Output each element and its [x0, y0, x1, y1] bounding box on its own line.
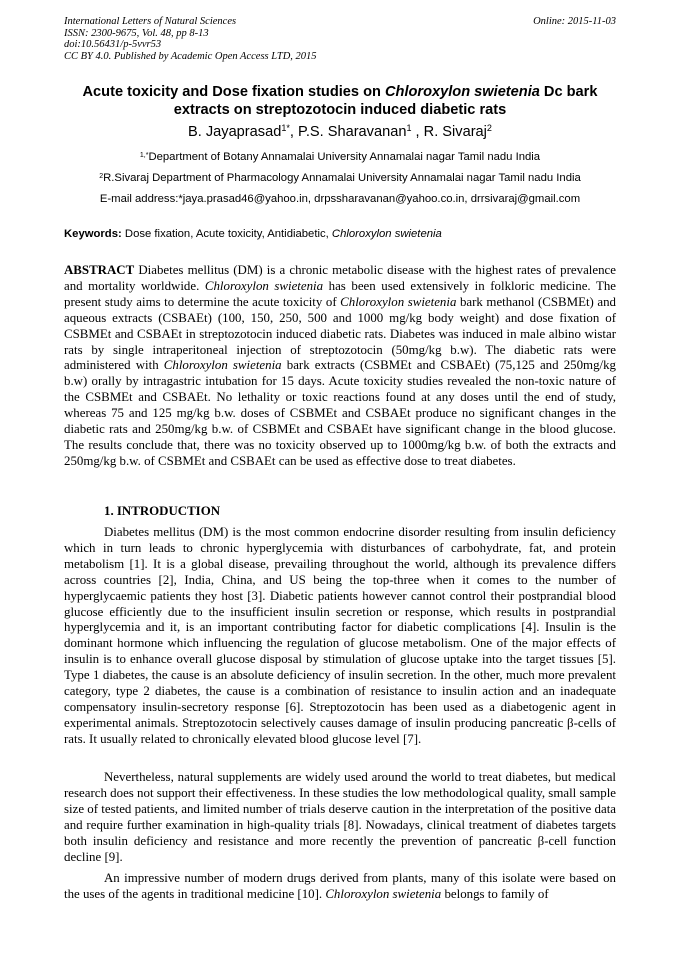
author-2-sup: 1: [406, 123, 412, 134]
abstract-species-1: Chloroxylon swietenia: [204, 278, 324, 293]
author-1-sup: 1*: [281, 123, 290, 134]
keywords-label: Keywords:: [64, 228, 122, 240]
journal-doi: doi:10.56431/p-5vvr53: [64, 39, 162, 50]
online-date: Online: 2015-11-03: [533, 16, 616, 27]
intro-paragraph-1: Diabetes mellitus (DM) is the most common endocrine disorder resulting from insulin deficiency which in turn leads to chronic hyperglycemia with disturbances of carbohydrate, fat, and protein metabolism [1]. It is a global disease, prevailing throughout the world, although its prevalence differs across countries [2], India, China, and US being the top-three when it comes to the number of hyperglycaemic patients they host [3]. Diabetic patients however cannot control their postprandial blood glucose efficiently due to the insufficient insulin secretion or response, which results in postprandial hyperglycemia and it, is an important contributing factor for diabetic complications [4]. Insulin is the dominant hormone which influencing the regulation of glucose metabolism. One of the major effects of insulin is to enhance overall glucose disposal by stimulation of glucose uptake into the target tissues [5]. Type 1 diabetes, the cause is an absolute deficiency of insulin secretion. In the other, much more prevalent category, type 2 diabetes, the cause is a combination of resistance to insulin action and an inadequate compensatory insulin-secretory response [6]. Streptozotocin has been used as a diabetogenic agent in experimental animals. Streptozotocin selectively causes damage of insulin producing pancreatic β-cells of rats. It usually related to chronically elevated blood glucose level [7].: [64, 525, 616, 746]
affiliation-2-sup: 2: [99, 172, 104, 180]
title-species: Chloroxylon swietenia: [384, 84, 540, 100]
intro-p3-text-1: An impressive number of modern drugs derived from plants, many of this isolate were based on the uses of the agents in traditional medicine [10].: [64, 871, 616, 901]
intro-paragraph-3: [64, 871, 616, 903]
abstract: [64, 263, 616, 470]
abstract-text-4: bark extracts (CSBMEt and CSBAEt) (75,125 and 250mg/kg b.w) orally by intragastric intubation for 15 days. Acute toxicity studies revealed the non-toxic nature of the CSBMEt and CSBAEt. No lethality or toxic reactions found at any doses until the end of study, whereas 75 and 125 mg/kg b.w. doses of CSBMEt and CSBAEt produce no significant changes in the diabetic rats and 250mg/kg b.w. of CSBMEt and CSBAEt have significant change in the blood glucose. The results conclude that, there was no toxicity observed up to 1000mg/kg b.w. of both the extracts and 250mg/kg b.w. of CSBMEt and CSBAEt can be used as effective dose to treat diabetes.: [64, 358, 616, 468]
journal-issn: ISSN: 2300-9675, Vol. 48, pp 8-13: [64, 27, 209, 39]
keywords: [64, 227, 616, 241]
intro-p3-text-2: belongs to family of: [441, 886, 549, 901]
affiliation-2: [64, 171, 616, 185]
author-3: , R. Sivaraj: [411, 124, 487, 140]
keywords-text: Dose fixation, Acute toxicity, Antidiabetic,: [121, 228, 332, 240]
affiliation-1-text: Department of Botany Annamalai University Annamalai nagar Tamil nadu India: [148, 151, 541, 163]
intro-p3-species: Chloroxylon swietenia: [325, 886, 442, 901]
abstract-text-1: Diabetes mellitus (DM) is a chronic metabolic disease with the highest rates of prevalence and mortality worldwide.: [64, 263, 616, 293]
keywords-species: Chloroxylon swietenia: [331, 228, 442, 240]
title-part2: Dc bark extracts on streptozotocin induced diabetic rats: [173, 84, 598, 118]
author-3-sup: 2: [486, 123, 492, 134]
author-list: [64, 123, 616, 141]
abstract-text-2: has been used extensively in folkloric medicine. The present study aims to determine the acute toxicity of: [64, 278, 616, 309]
journal-name: International Letters of Natural Sciences: [64, 16, 237, 27]
abstract-text-3: bark methanol (CSBMEt) and aqueous extracts (CSBAEt) (100, 150, 250, 500 and 1000 mg/kg body weight) and dose fixation of CSBMEt and CSBAEt in streptozotocin induced diabetic rats. Diabetes was induced in male albino wistar rats by single intraperitoneal injection of streptozotocin (50mg/kg b.w). The diabetic rats were administered with: [64, 294, 616, 373]
abstract-species-2: Chloroxylon swietenia: [340, 294, 457, 309]
journal-header: [64, 16, 616, 62]
abstract-species-3: Chloroxylon swietenia: [163, 358, 282, 373]
intro-paragraph-2: Nevertheless, natural supplements are widely used around the world to treat diabetes, but medical research does not support their effectiveness. In these studies the low methodological quality, small sample size of tested patients, and limited number of trials deserve caution in the interpretation of the positive data and require further examination in high-quality trials [8]. Nowadays, clinical treatment of diabetes targets both insulin deficiency and resistance and more recently the prevention of pancreatic β-cell function decline [9].: [64, 770, 616, 864]
author-2: , P.S. Sharavanan: [289, 124, 407, 140]
abstract-label: ABSTRACT: [64, 263, 135, 277]
author-1: B. Jayaprasad: [188, 124, 282, 140]
journal-license: CC BY 4.0. Published by Academic Open Access LTD, 2015: [64, 50, 317, 62]
section-heading-introduction: 1. INTRODUCTION: [104, 504, 221, 518]
affiliation-2-text: R.Sivaraj Department of Pharmacology Annamalai University Annamalai nagar Tamil nadu India: [103, 172, 581, 184]
affiliation-1: [64, 150, 616, 164]
affiliation-1-sup: 1,*: [139, 151, 149, 159]
title-part1: Acute toxicity and Dose fixation studies on: [82, 84, 385, 100]
paper-title: [64, 83, 616, 119]
email-line: E-mail address:*jaya.prasad46@yahoo.in, drpssharavanan@yahoo.co.in, drrsivaraj@gmail.com: [99, 193, 581, 205]
